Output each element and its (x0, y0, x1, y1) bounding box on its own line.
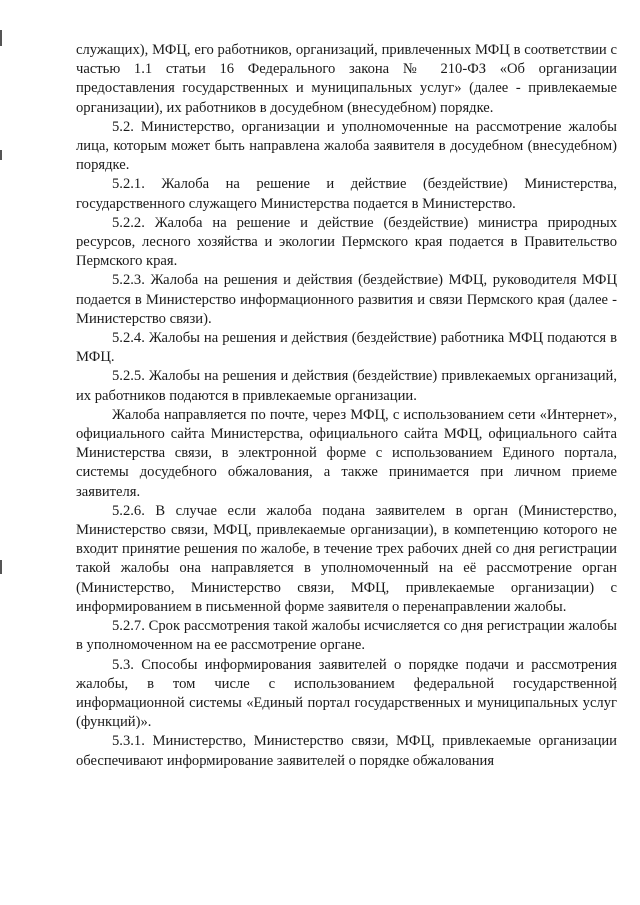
document-body (76, 41, 617, 771)
scan-edge-mark (0, 30, 2, 46)
paragraph-continuation: служащих), МФЦ, его работников, организаций, привлеченных МФЦ в соответствии с частью 1.1 статьи 16 Федерального закона № 210-ФЗ «Об организации предоставления государственных и муниципальных услуг» (далее - привлекаемые организации), их работников в досудебном (внесудебном) порядке. (76, 42, 617, 116)
paragraph-5-2-2: 5.2.2. Жалоба на решение и действие (бездействие) министра природных ресурсов, лесного хозяйства и экологии Пермского края подается в Правительство Пермского края. (76, 214, 617, 270)
paragraph-5-2-3: 5.2.3. Жалоба на решения и действия (бездействие) МФЦ, руководителя МФЦ подается в Министерство информационного развития и связи Пермского края (далее - Министерство связи). (76, 272, 617, 327)
scan-edge-mark (0, 560, 2, 574)
paragraph-complaint-channels: Жалоба направляется по почте, через МФЦ, с использованием сети «Интернет», официального сайта Министерства, официального сайта МФЦ, официального сайта Министерства связи, в электронной форме с использованием Единого портала, системы досудебного обжалования, а также принимается при личном приеме заявителя. (76, 406, 617, 500)
paragraph-5-2: 5.2. Министерство, организации и уполномоченные на рассмотрение жалобы лица, которым может быть направлена жалоба заявителя в досудебном (внесудебном) порядке. (76, 118, 617, 174)
paragraph-5-2-7: 5.2.7. Срок рассмотрения такой жалобы исчисляется со дня регистрации жалобы в уполномоченном на ее рассмотрение органе. (76, 618, 617, 654)
paragraph-5-3: 5.3. Способы информирования заявителей о порядке подачи и рассмотрения жалобы, в том числе с использованием федеральной государственной информационной системы «Единый портал государственных и муниципальных услуг (функций)». (76, 656, 617, 731)
paragraph-5-2-6: 5.2.6. В случае если жалоба подана заявителем в орган (Министерство, Министерство связи, МФЦ, привлекаемые организации), в компетенцию которого не входит принятие решения по жалобе, в течение трех рабочих дней со дня регистрации такой жалобы она направляется в уполномоченный на её рассмотрение орган (Министерство, Министерство связи, МФЦ, привлекаемые организации) с информированием в письменной форме заявителя о перенаправлении жалобы. (76, 502, 617, 615)
paragraph-5-2-5: 5.2.5. Жалобы на решения и действия (бездействие) привлекаемых организаций, их работников подаются в привлекаемые организации. (76, 368, 617, 404)
paragraph-5-3-1: 5.3.1. Министерство, Министерство связи, МФЦ, привлекаемые организации обеспечивают информирование заявителей о порядке обжалования (76, 733, 617, 769)
paragraph-5-2-4: 5.2.4. Жалобы на решения и действия (бездействие) работника МФЦ подаются в МФЦ. (76, 330, 617, 366)
paragraph-5-2-1: 5.2.1. Жалоба на решение и действие (бездействие) Министерства, государственного служащего Министерства подается в Министерство. (76, 176, 617, 212)
scan-edge-mark (0, 150, 2, 160)
